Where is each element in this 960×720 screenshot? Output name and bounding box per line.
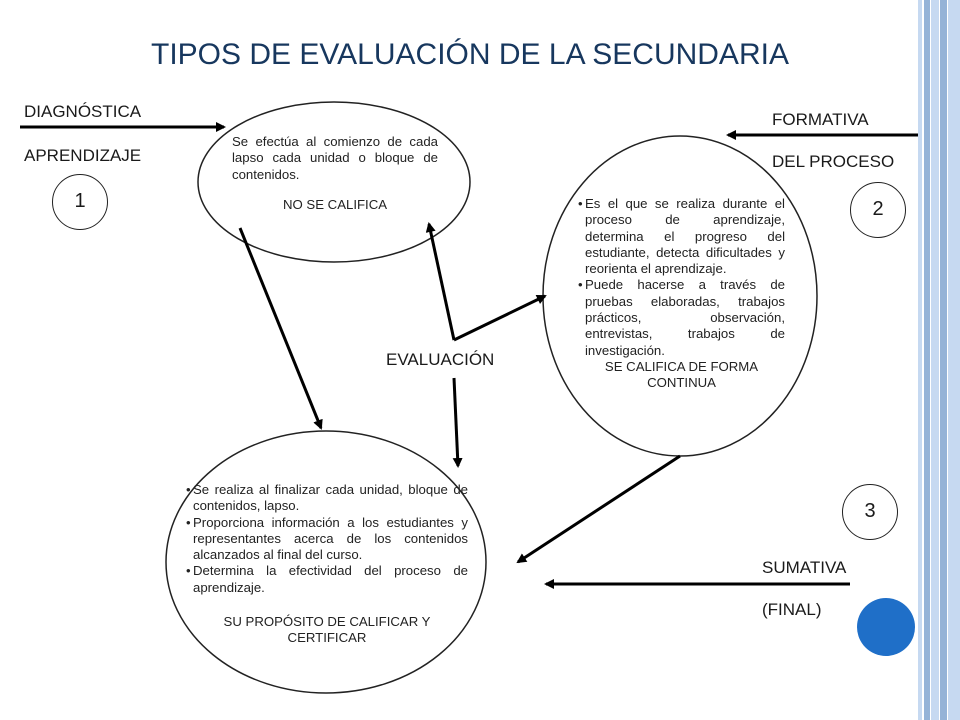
sumativa-bullet: • Determina la efectividad del proceso de aprendizaje. xyxy=(186,563,468,596)
blue-dot xyxy=(857,598,915,656)
arrow-center-to-diag xyxy=(429,224,454,340)
step-number-3: 3 xyxy=(842,484,898,540)
formativa-label: FORMATIVA xyxy=(772,110,869,129)
sumativa-bullet: • Se realiza al finalizar cada unidad, bloque de contenidos, lapso. xyxy=(186,482,468,515)
diagnostica-label: DIAGNÓSTICA xyxy=(24,102,142,121)
formativa-bullet: • Puede hacerse a través de pruebas elaboradas, trabajos prácticos, observación, entrevistas, trabajos de investigación. xyxy=(578,277,785,358)
step-number-1: 1 xyxy=(52,174,108,230)
del-proceso-label: DEL PROCESO xyxy=(772,152,895,171)
aprendizaje-label: APRENDIZAJE xyxy=(24,146,142,165)
evaluacion-label: EVALUACIÓN xyxy=(386,350,495,369)
diagnostica-text: Se efectúa al comienzo de cada lapso cada unidad o bloque de contenidos. xyxy=(232,134,438,182)
diagnostica-description xyxy=(232,134,438,213)
step-number-2: 2 xyxy=(850,182,906,238)
sumativa-label: SUMATIVA xyxy=(762,558,847,577)
arrow-center-to-sum xyxy=(454,378,458,466)
final-label: (FINAL) xyxy=(762,600,822,619)
formativa-description xyxy=(578,196,785,392)
slide-title: TIPOS DE EVALUACIÓN DE LA SECUNDARIA xyxy=(151,38,789,71)
arrow-center-to-form xyxy=(454,296,545,340)
formativa-bullet: • Es el que se realiza durante el proceso de aprendizaje, determina el progreso del estudiante, detecta dificultades y reorienta el aprendizaje. xyxy=(578,196,785,277)
sumativa-description xyxy=(186,482,468,647)
sumativa-bullet: • Proporciona información a los estudiantes y representantes acerca de los contenidos alcanzados al final del curso. xyxy=(186,515,468,564)
formativa-note: SE CALIFICA DE FORMA CONTINUA xyxy=(604,358,759,391)
diagnostica-note: NO SE CALIFICA xyxy=(282,196,388,212)
arrow-form-to-sum xyxy=(518,456,680,562)
sumativa-note: SU PROPÓSITO DE CALIFICAR Y CERTIFICAR xyxy=(223,614,431,646)
